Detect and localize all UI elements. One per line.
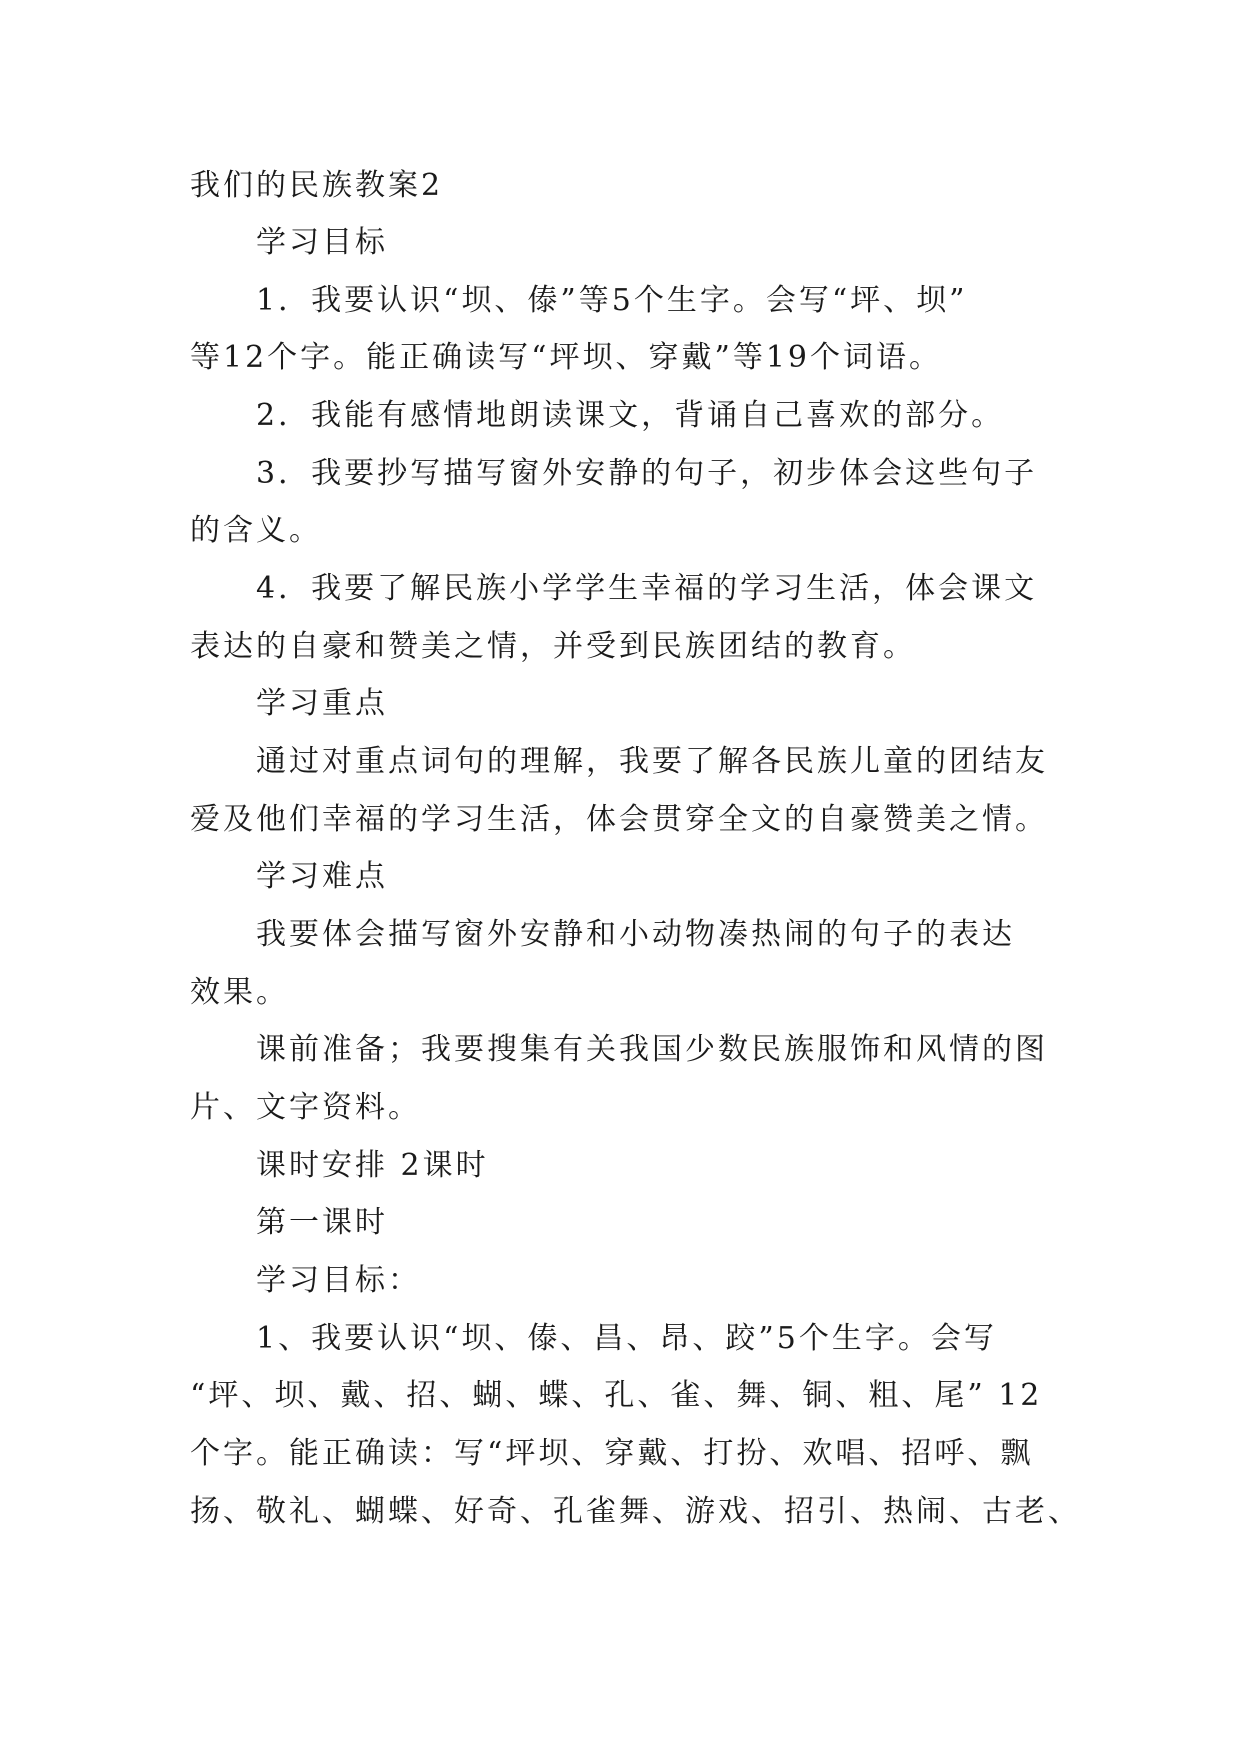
paragraph-line: “坪、坝、戴、招、蝴、蝶、孔、雀、舞、铜、粗、尾” 12 <box>190 1378 1043 1413</box>
paragraph-line: 课前准备；我要搜集有关我国少数民族服饰和风情的图 <box>256 1032 1048 1067</box>
paragraph-line: 等12个字。能正确读写“坪坝、穿戴”等19个词语。 <box>190 340 943 375</box>
paragraph-line: 4．我要了解民族小学学生幸福的学习生活，体会课文 <box>256 571 1038 606</box>
section-heading-schedule: 课时安排 2课时 <box>256 1148 489 1183</box>
section-heading-difficulty: 学习难点 <box>256 859 388 894</box>
section-heading-lesson-goals: 学习目标： <box>256 1263 421 1298</box>
paragraph-line: 爱及他们幸福的学习生活，体会贯穿全文的自豪赞美之情。 <box>190 802 1048 837</box>
section-heading-focus: 学习重点 <box>256 686 388 721</box>
section-heading-goals: 学习目标 <box>256 225 388 260</box>
section-heading-first-lesson: 第一课时 <box>256 1205 388 1240</box>
paragraph-line: 表达的自豪和赞美之情，并受到民族团结的教育。 <box>190 629 916 664</box>
paragraph-line: 3．我要抄写描写窗外安静的句子，初步体会这些句子 <box>256 456 1038 491</box>
paragraph-line: 1．我要认识“坝、傣”等5个生字。会写“坪、坝” <box>256 283 968 318</box>
paragraph-line: 通过对重点词句的理解，我要了解各民族儿童的团结友 <box>256 744 1048 779</box>
paragraph-line: 个字。能正确读：写“坪坝、穿戴、打扮、欢唱、招呼、飘 <box>190 1436 1034 1471</box>
document-title: 我们的民族教案2 <box>190 168 444 203</box>
paragraph-line: 的含义。 <box>190 513 322 548</box>
paragraph-line: 2．我能有感情地朗读课文，背诵自己喜欢的部分。 <box>256 398 1005 433</box>
paragraph-line: 效果。 <box>190 975 289 1010</box>
paragraph-line: 扬、敬礼、蝴蝶、好奇、孔雀舞、游戏、招引、热闹、古老、 <box>190 1494 1081 1529</box>
paragraph-line: 片、文字资料。 <box>190 1090 421 1125</box>
paragraph-line: 1、我要认识“坝、傣、昌、昂、跤”5个生字。会写 <box>256 1321 997 1356</box>
paragraph-line: 我要体会描写窗外安静和小动物凑热闹的句子的表达 <box>256 917 1015 952</box>
